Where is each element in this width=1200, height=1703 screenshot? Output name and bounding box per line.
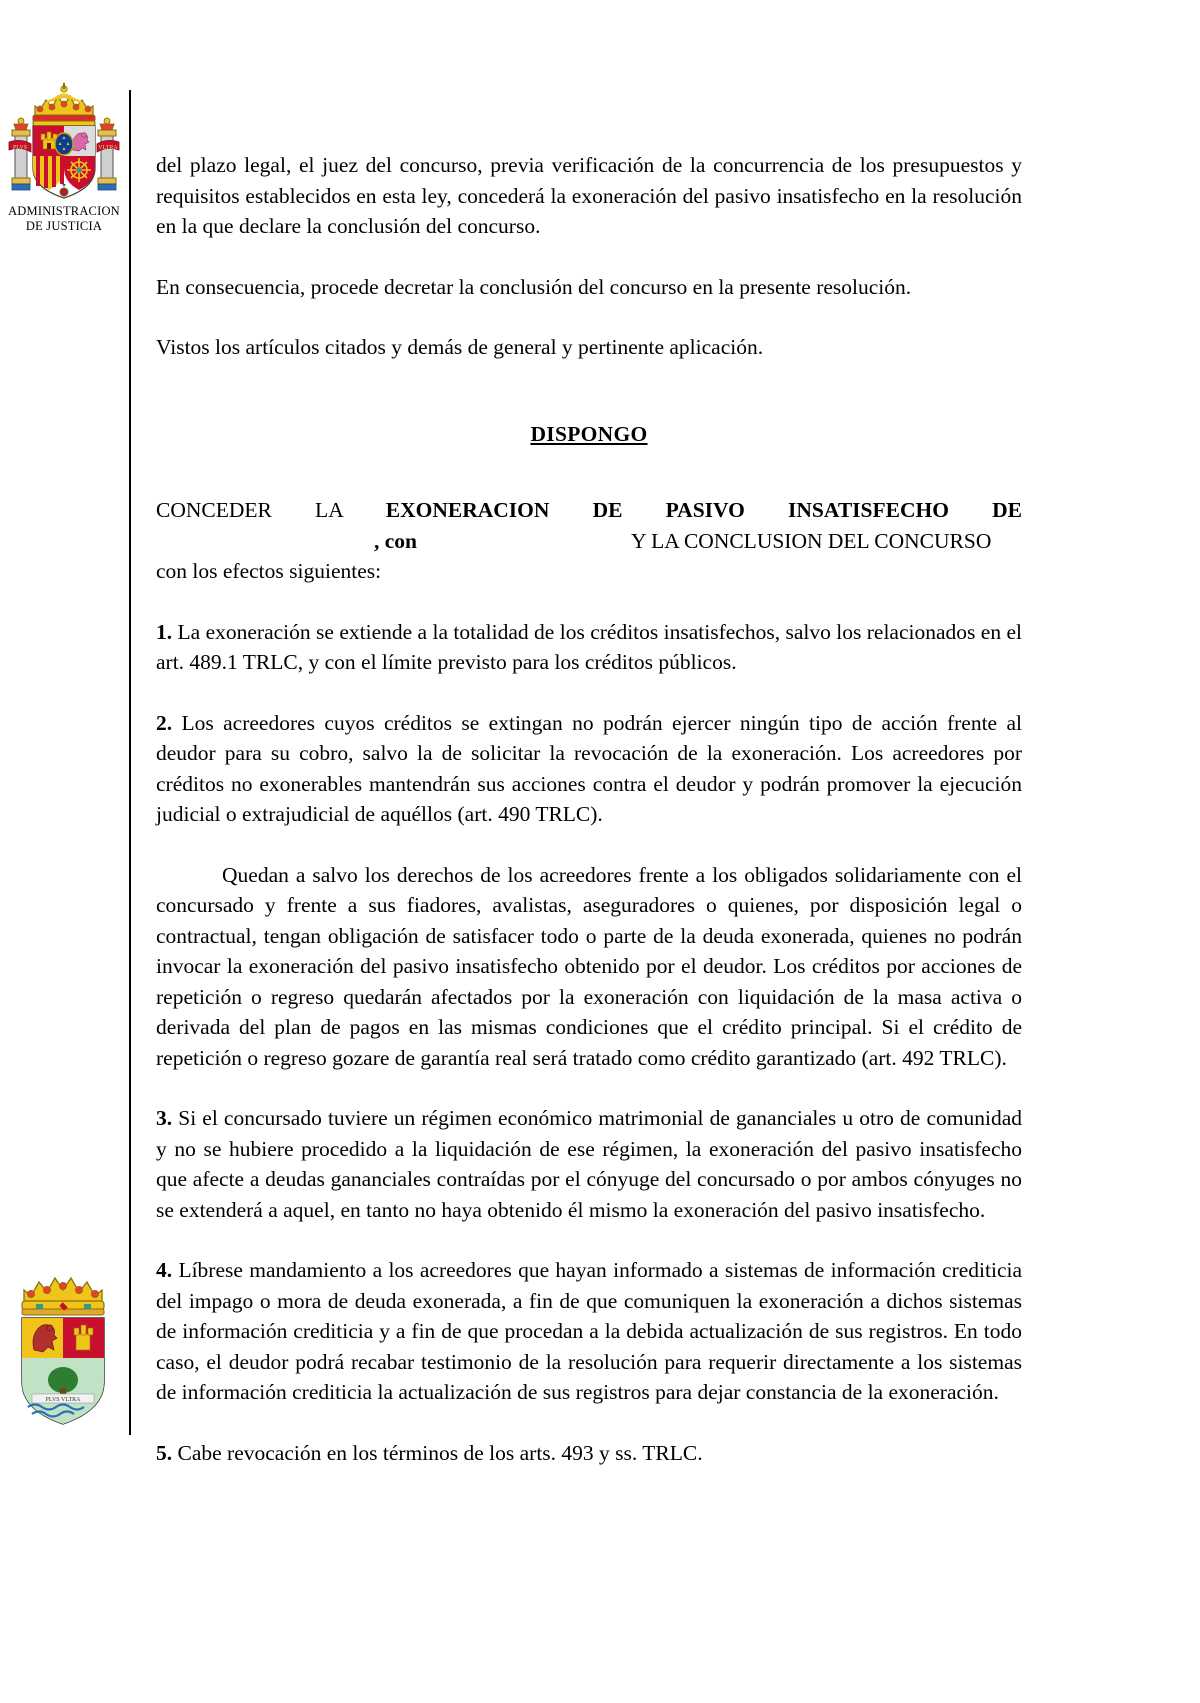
spacer: [156, 242, 1022, 272]
emblem-motto: PLVS VLTRA: [45, 1397, 81, 1403]
document-body: [156, 150, 1022, 1468]
heading-dispongo: DISPONGO: [530, 421, 648, 446]
list-item-3: [156, 1103, 1022, 1225]
list-item-2-number: 2.: [156, 710, 173, 735]
list-item-1: [156, 617, 1022, 678]
list-item-1-text: La exoneración se extiende a la totalidad de los créditos insatisfechos, salvo los relacionados en el art. 489.1 TRLC, y con el límite previsto para los créditos públicos.: [156, 619, 1022, 674]
spacer: [156, 1073, 1022, 1103]
spacer: [156, 449, 1022, 495]
paragraph-quedan-a-salvo: Quedan a salvo los derechos de los acreedores frente a los obligados solidariamente con el concursado y frente a sus fiadores, avalistas, aseguradores o quienes, por disposición legal o contractual, tengan obligación de satisfacer todo o parte de la deuda exonerada, quienes no podrán invocar la exoneración del pasivo insatisfecho obtenido por el deudor. Los créditos por acciones de repetición o regreso quedarán afectados por la exoneración con liquidación de la masa activa o derivada del plan de pagos en las mismas condiciones que el crédito principal. Si el crédito de repetición o regreso gozare de garantía real será tratado como crédito garantizado (art. 492 TRLC).: [156, 862, 1022, 1070]
list-item-5-text: Cabe revocación en los términos de los arts. 493 y ss. TRLC.: [172, 1440, 703, 1465]
conceder-block: [156, 495, 1022, 587]
list-item-5: [156, 1438, 1022, 1469]
conceder-bold-con: , con: [374, 528, 417, 553]
list-item-3-number: 3.: [156, 1106, 173, 1130]
svg-text:VLTRA: VLTRA: [98, 145, 118, 151]
conceder-tail: Y LA CONCLUSION DEL CONCURSO: [631, 528, 992, 553]
spacer: [156, 1225, 1022, 1255]
paragraph-vistos: Vistos los artículos citados y demás de general y pertinente aplicación.: [156, 335, 764, 359]
paragraph-consecuencia: En consecuencia, procede decretar la conclusión del concurso en la presente resolución.: [156, 274, 912, 299]
spacer: [156, 678, 1022, 708]
conceder-line-2: [156, 526, 1022, 557]
spacer: [156, 363, 1022, 419]
spanish-coat-of-arms: [5, 82, 123, 232]
emblem-caption-line2: DE JUSTICIA: [25, 218, 103, 233]
svg-text:PLVS: PLVS: [12, 145, 28, 151]
left-margin-band: [0, 0, 130, 1703]
spacer: [156, 830, 1022, 860]
list-item-1-number: 1.: [156, 619, 173, 644]
list-item-5-number: 5.: [156, 1440, 173, 1465]
list-item-2: [156, 708, 1022, 830]
list-item-4: [156, 1255, 1022, 1408]
conceder-line-1: [156, 495, 1022, 526]
paragraph-continuation: del plazo legal, el juez del concurso, previa verificación de la concurrencia de los presupuestos y requisitos establecidos en esta ley, concederá la exoneración del pasivo insatisfecho en la resolución en la que declare la conclusión del concurso.: [156, 153, 1022, 238]
margin-vertical-rule: [129, 90, 131, 1435]
list-item-4-number: 4.: [156, 1258, 173, 1282]
regional-coat-of-arms: [8, 1262, 123, 1432]
conceder-line-3: con los efectos siguientes:: [156, 559, 382, 583]
conceder-lead: CONCEDER LA: [156, 498, 386, 522]
list-item-2-text: Los acreedores cuyos créditos se extingan no podrán ejercer ningún tipo de acción frente al deudor para su cobro, salvo la de solicitar la revocación de la exoneración. Los acreedores por créditos no exonerables mantendrán sus acciones contra el deudor y podrán promover la ejecución judicial o extrajudicial de aquéllos (art. 490 TRLC).: [156, 710, 1022, 826]
spacer: [156, 1408, 1022, 1438]
spacer: [156, 587, 1022, 617]
conceder-bold-main: EXONERACION DE PASIVO INSATISFECHO DE: [385, 498, 1022, 522]
emblem-caption-line1: ADMINISTRACION: [8, 204, 120, 218]
list-item-3-text: Si el concursado tuviere un régimen económico matrimonial de gananciales u otro de comunidad y no se hubiere procedido a la liquidación de ese régimen, la exoneración del pasivo insatisfecho que afecte a deudas gananciales contraídas por el cónyuge del concursado o por ambos cónyuges no se extenderá a aquel, en tanto no haya obtenido él mismo la exoneración del pasivo insatisfecho.: [156, 1106, 1022, 1222]
list-item-4-text: Líbrese mandamiento a los acreedores que hayan informado a sistemas de información crediticia del impago o mora de deuda exonerada, a fin de que comuniquen la exoneración a dichos sistemas de información crediticia y a fin de que procedan a la debida actualización de sus registros. En todo caso, el deudor podrá recabar testimonio de la resolución para requerir directamente a los sistemas de información crediticia la actualización de sus registros para dejar constancia de la exoneración.: [156, 1258, 1022, 1404]
spacer: [156, 302, 1022, 332]
